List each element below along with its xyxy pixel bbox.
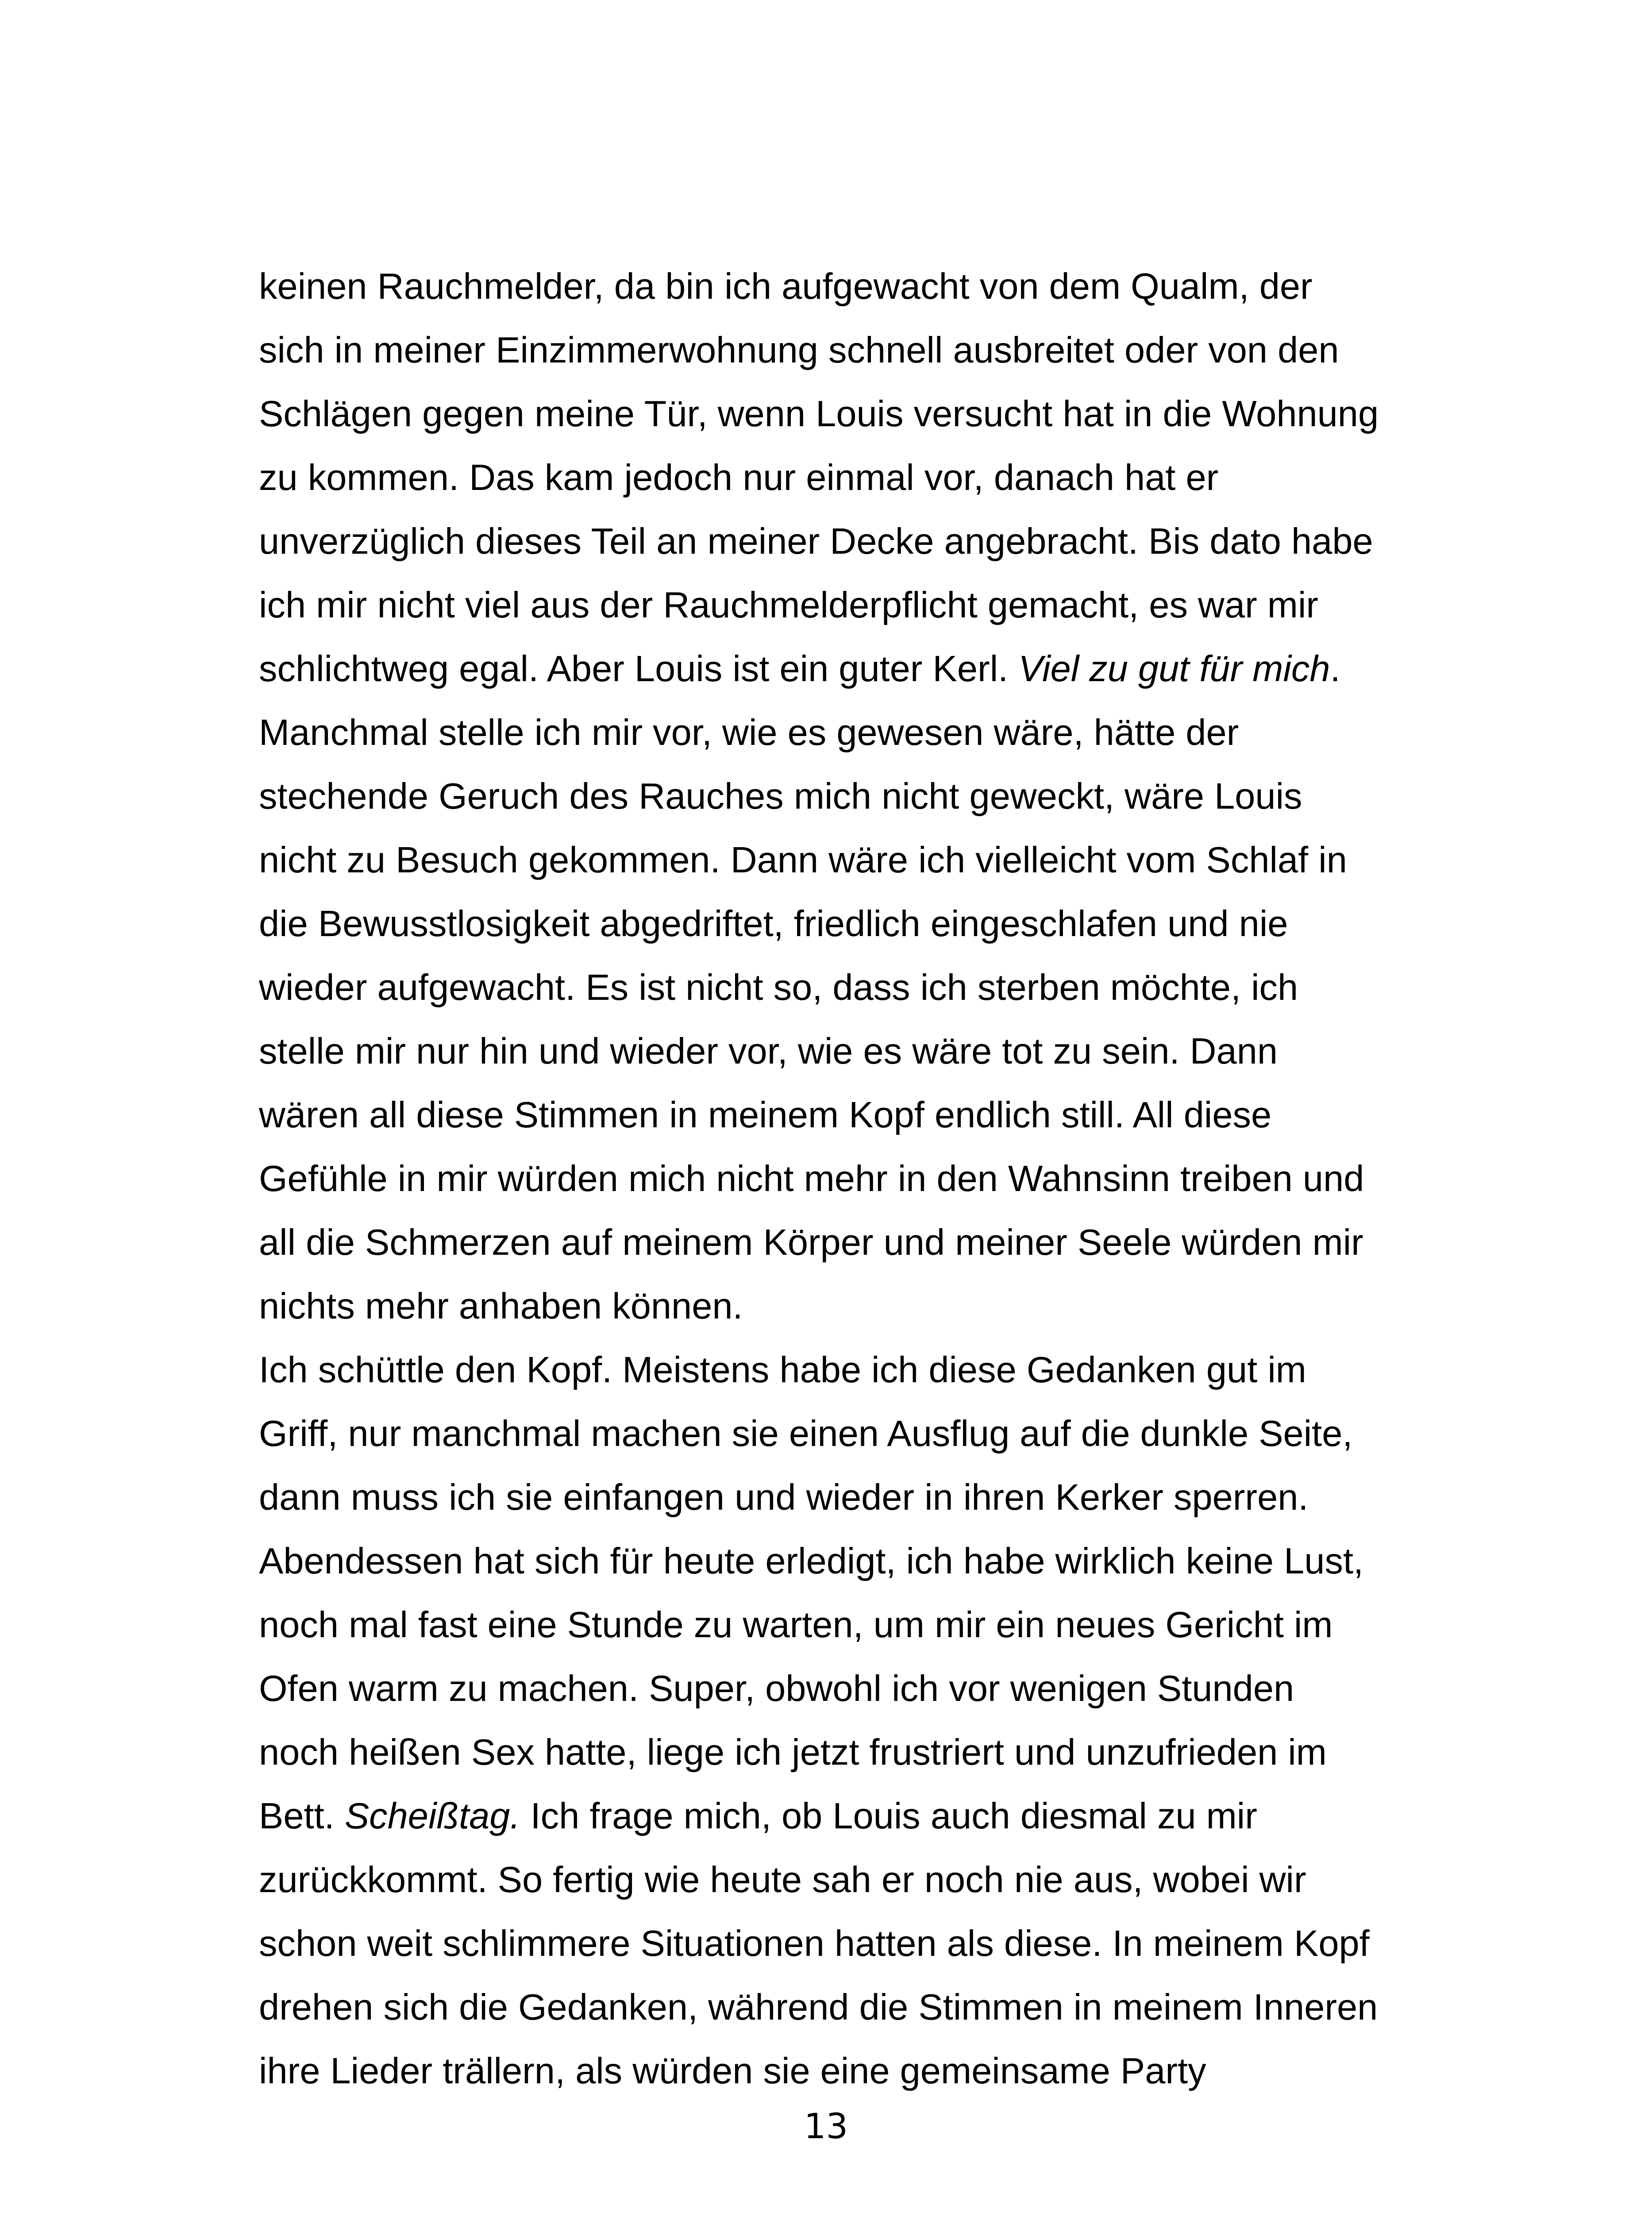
- text-line: nichts mehr anhaben können.: [259, 1285, 743, 1326]
- text-segment: schlichtweg egal. Aber Louis ist ein guter Kerl.: [259, 648, 1019, 689]
- text-line: ich mir nicht viel aus der Rauchmelderpflicht gemacht, es war mir: [259, 584, 1319, 625]
- text-line: noch heißen Sex hatte, liege ich jetzt frustriert und unzufrieden im: [259, 1731, 1327, 1773]
- text-line: Schlägen gegen meine Tür, wenn Louis versucht hat in die Wohnung: [259, 393, 1379, 434]
- text-line: stechende Geruch des Rauches mich nicht geweckt, wäre Louis: [259, 775, 1302, 817]
- text-line: wären all diese Stimmen in meinem Kopf endlich still. All diese: [259, 1094, 1272, 1135]
- text-line: zu kommen. Das kam jedoch nur einmal vor, danach hat er: [259, 457, 1219, 498]
- text-line: [259, 637, 1432, 701]
- text-line: Griff, nur manchmal machen sie einen Ausflug auf die dunkle Seite,: [259, 1413, 1353, 1454]
- text-line: stelle mir nur hin und wieder vor, wie es wäre tot zu sein. Dann: [259, 1030, 1278, 1072]
- body-text: [259, 254, 1432, 2103]
- text-line: dann muss ich sie einfangen und wieder in ihren Kerker sperren.: [259, 1477, 1309, 1518]
- text-segment: Bett.: [259, 1795, 345, 1836]
- text-line: Ofen warm zu machen. Super, obwohl ich vor wenigen Stunden: [259, 1668, 1294, 1709]
- text-line: nicht zu Besuch gekommen. Dann wäre ich vielleicht vom Schlaf in: [259, 839, 1347, 880]
- text-line: [259, 1784, 1432, 1848]
- text-line: sich in meiner Einzimmerwohnung schnell ausbreitet oder von den: [259, 329, 1339, 370]
- text-segment: .: [1330, 648, 1340, 689]
- text-line: drehen sich die Gedanken, während die Stimmen in meinem Inneren: [259, 1986, 1378, 2028]
- text-line: all die Schmerzen auf meinem Körper und meiner Seele würden mir: [259, 1222, 1363, 1263]
- text-line: die Bewusstlosigkeit abgedriftet, friedlich eingeschlafen und nie: [259, 903, 1288, 944]
- text-line: ihre Lieder trällern, als würden sie eine gemeinsame Party: [259, 2050, 1206, 2091]
- text-line: Manchmal stelle ich mir vor, wie es gewesen wäre, hätte der: [259, 712, 1239, 753]
- text-segment: Ich frage mich, ob Louis auch diesmal zu mir: [520, 1795, 1257, 1836]
- text-line: unverzüglich dieses Teil an meiner Decke angebracht. Bis dato habe: [259, 520, 1373, 562]
- text-line: keinen Rauchmelder, da bin ich aufgewacht von dem Qualm, der: [259, 266, 1313, 307]
- text-line: Ich schüttle den Kopf. Meistens habe ich diese Gedanken gut im: [259, 1349, 1306, 1390]
- text-line: noch mal fast eine Stunde zu warten, um mir ein neues Gericht im: [259, 1604, 1333, 1645]
- text-line: wieder aufgewacht. Es ist nicht so, dass ich sterben möchte, ich: [259, 967, 1298, 1008]
- text-line: schon weit schlimmere Situationen hatten als diese. In meinem Kopf: [259, 1923, 1370, 1964]
- text-line: Abendessen hat sich für heute erledigt, ich habe wirklich keine Lust,: [259, 1540, 1364, 1581]
- text-line: zurückkommt. So fertig wie heute sah er noch nie aus, wobei wir: [259, 1859, 1306, 1900]
- text-line: Gefühle in mir würden mich nicht mehr in den Wahnsinn treiben und: [259, 1158, 1364, 1199]
- page-number: 13: [804, 2107, 848, 2147]
- italic-phrase: Scheißtag.: [344, 1795, 520, 1836]
- italic-phrase: Viel zu gut für mich: [1018, 648, 1330, 689]
